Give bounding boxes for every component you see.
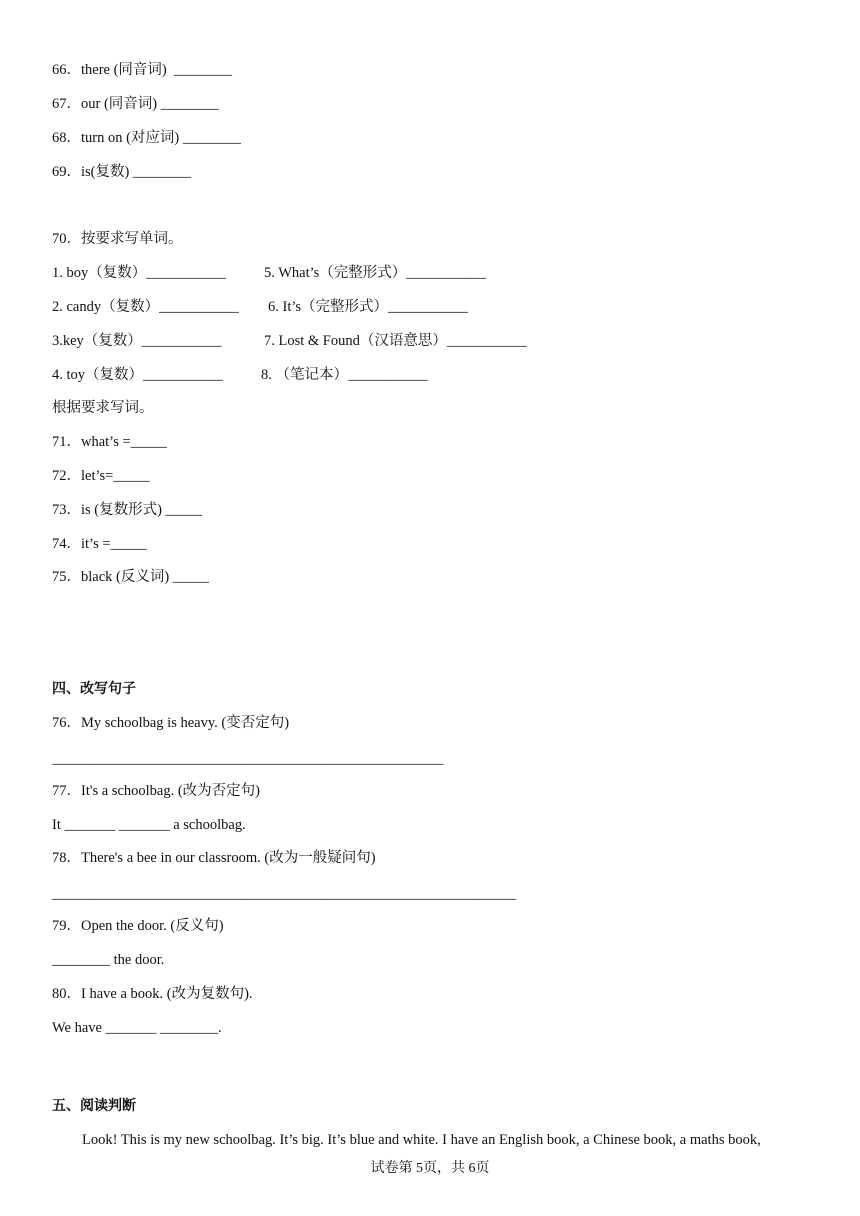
question-70-title: 70．按要求写单词。 [52,231,183,247]
q70-row-3-right: 7. Lost & Found（汉语意思）___________ [264,333,527,349]
instruction-write-words: 根据要求写词。 [52,400,154,416]
answer-line-79: ________ the door. [52,952,165,968]
question-80: 80．I have a book. (改为复数句). [52,986,253,1002]
q70-row-4-left: 4. toy（复数）___________ [52,367,223,383]
question-74: 74．it’s =_____ [52,536,147,552]
q70-row-4-right: 8. （笔记本）___________ [261,367,428,383]
q70-row-3-left: 3.key（复数）___________ [52,333,222,349]
question-72: 72．let’s=_____ [52,468,150,484]
q70-row-1-left: 1. boy（复数）___________ [52,265,226,281]
question-78: 78．There's a bee in our classroom. (改为一般疑问句) [52,850,376,866]
question-76: 76．My schoolbag is heavy. (变否定句) [52,715,290,731]
question-66: 66．there (同音词) ________ [52,62,233,78]
answer-line-78: ________________________________________________________________ [52,886,516,902]
section-4-heading: 四、改写句子 [52,681,136,697]
question-67: 67．our (同音词) ________ [52,96,219,112]
q70-row-1-right: 5. What’s（完整形式）___________ [264,265,487,281]
page-footer: 试卷第 5页，共 6页 [370,1161,490,1176]
question-71: 71．what’s =_____ [52,434,167,450]
question-75: 75．black (反义词) _____ [52,569,210,585]
question-77: 77．It's a schoolbag. (改为否定句) [52,783,260,799]
q70-row-2-left: 2. candy（复数）___________ [52,299,239,315]
q70-row-2-right: 6. It’s（完整形式）___________ [268,299,468,315]
answer-line-80: We have _______ ________. [52,1020,222,1036]
question-73: 73．is (复数形式) _____ [52,502,202,518]
question-69: 69．is(复数) ________ [52,164,191,180]
answer-line-77: It _______ _______ a schoolbag. [52,817,246,833]
question-79: 79．Open the door. (反义句) [52,918,224,934]
reading-passage: Look! This is my new schoolbag. It’s big. It’s blue and white. I have an English book, a Chinese book, a maths book, [82,1132,761,1148]
answer-line-76: ______________________________________________________ [52,751,444,767]
question-68: 68．turn on (对应词) ________ [52,130,241,146]
section-5-heading: 五、阅读判断 [52,1098,136,1114]
